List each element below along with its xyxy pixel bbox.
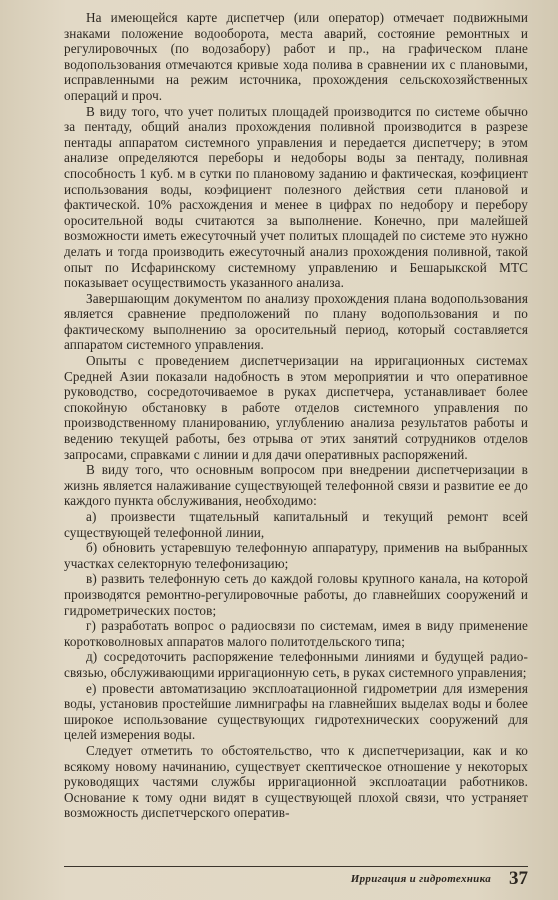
- list-item-v: в) развить телефонную сеть до каждой головы крупного канала, на которой производятся ремонтно-регулировочные работы, до главнейших сооружений и гидрометрических постов;: [64, 571, 528, 618]
- list-item-g: г) разработать вопрос о радиосвязи по системам, имея в виду применение коротковолновых аппаратов малого политотдельского типа;: [64, 618, 528, 649]
- paragraph-pentad-analysis: В виду того, что учет политых площадей производится по системе обычно за пентаду, общий анализ прохождения поливной производится в разрезе пентады аппаратом системного управления и передается диспетчеру; в этом анализе определяются переборы и недоборы воды за пентаду, поливная способность 1 куб. м в сутки по плановому заданию и фактическая, коэфициент использования воды, коэфициент полезного действия сети плановой и фактической. 10% расхождения и менее в цифрах по недобору и перебору оросительной воды считаются за выполнение. Конечно, при малейшей возможности иметь ежесуточный учет политых площадей по системе это нужно делать и тогда производить ежесуточный анализ прохождения поливной, такой опыт по Исфаринскому системному управлению и Бешарыкской МТС показывает осуществимость указанного анализа.: [64, 103, 528, 291]
- page-footer: [64, 866, 528, 891]
- journal-title: Ирригация и гидротехника: [350, 873, 491, 885]
- paragraph-central-asia-experience: Опыты с проведением диспетчеризации на ирригационных системах Средней Азии показали надобность в этом мероприятии и что оперативное руководство, сосредоточиваемое в руках диспетчера, устанавливает более спокойную обстановку в работе отделов системного управления по производственному планированию, углублению анализа результатов работы и ведению текущей работы, без отрыва от этих занятий сотрудников отделов запросами, справками с линии и для дачи оперативных распоряжений.: [64, 353, 528, 462]
- paragraph-final-document: Завершающим документом по анализу прохождения плана водопользования является сравнение предположений по плану водопользования и по фактическому выполнению за оросительный период, который составляется аппаратом системного управления.: [64, 290, 528, 353]
- paragraph-map-tracking: На имеющейся карте диспетчер (или оператор) отмечает подвижными знаками положение водооборота, места аварий, состояние ремонтных и регулировочных (по водозабору) работ и пр., на графическом плане водопользования отмечаются кривые хода полива в сравнении их с плановыми, исправленными на режим источника, прохождения сельскохозяйственных операций и проч.: [64, 10, 528, 103]
- list-item-a: а) произвести тщательный капитальный и текущий ремонт всей существующей телефонной линии,: [64, 509, 528, 540]
- list-item-e: е) провести автоматизацию эксплоатационной гидрометрии для измерения воды, установив простейшие лимниграфы на главнейших выделах воды и более широкое использование существующих гидротехнических сооружений для целей измерения воды.: [64, 680, 528, 743]
- paragraph-telephone-necessity: В виду того, что основным вопросом при внедрении диспетчеризации в жизнь является налаживание существующей телефонной связи и развитие ее до каждого пункта обслуживания, необходимо:: [64, 462, 528, 509]
- list-item-d: д) сосредоточить распоряжение телефонными линиями и будущей радио-связью, обслуживающими ирригационную сеть, в руках системного управления;: [64, 649, 528, 680]
- page-number: 37: [509, 868, 528, 889]
- list-item-b: б) обновить устаревшую телефонную аппаратуру, применив на выбранных участках селекторную телефонизацию;: [64, 540, 528, 571]
- body-text: [64, 10, 528, 821]
- paragraph-skepticism: Следует отметить то обстоятельство, что к диспетчеризации, как и ко всякому новому начинанию, существует скептическое отношение у некоторых руководящих частями службы ирригационной эксплоатации работников. Основание к тому одни видят в существующей плохой связи, что устраняет возможность диспетчерского оператив-: [64, 742, 528, 821]
